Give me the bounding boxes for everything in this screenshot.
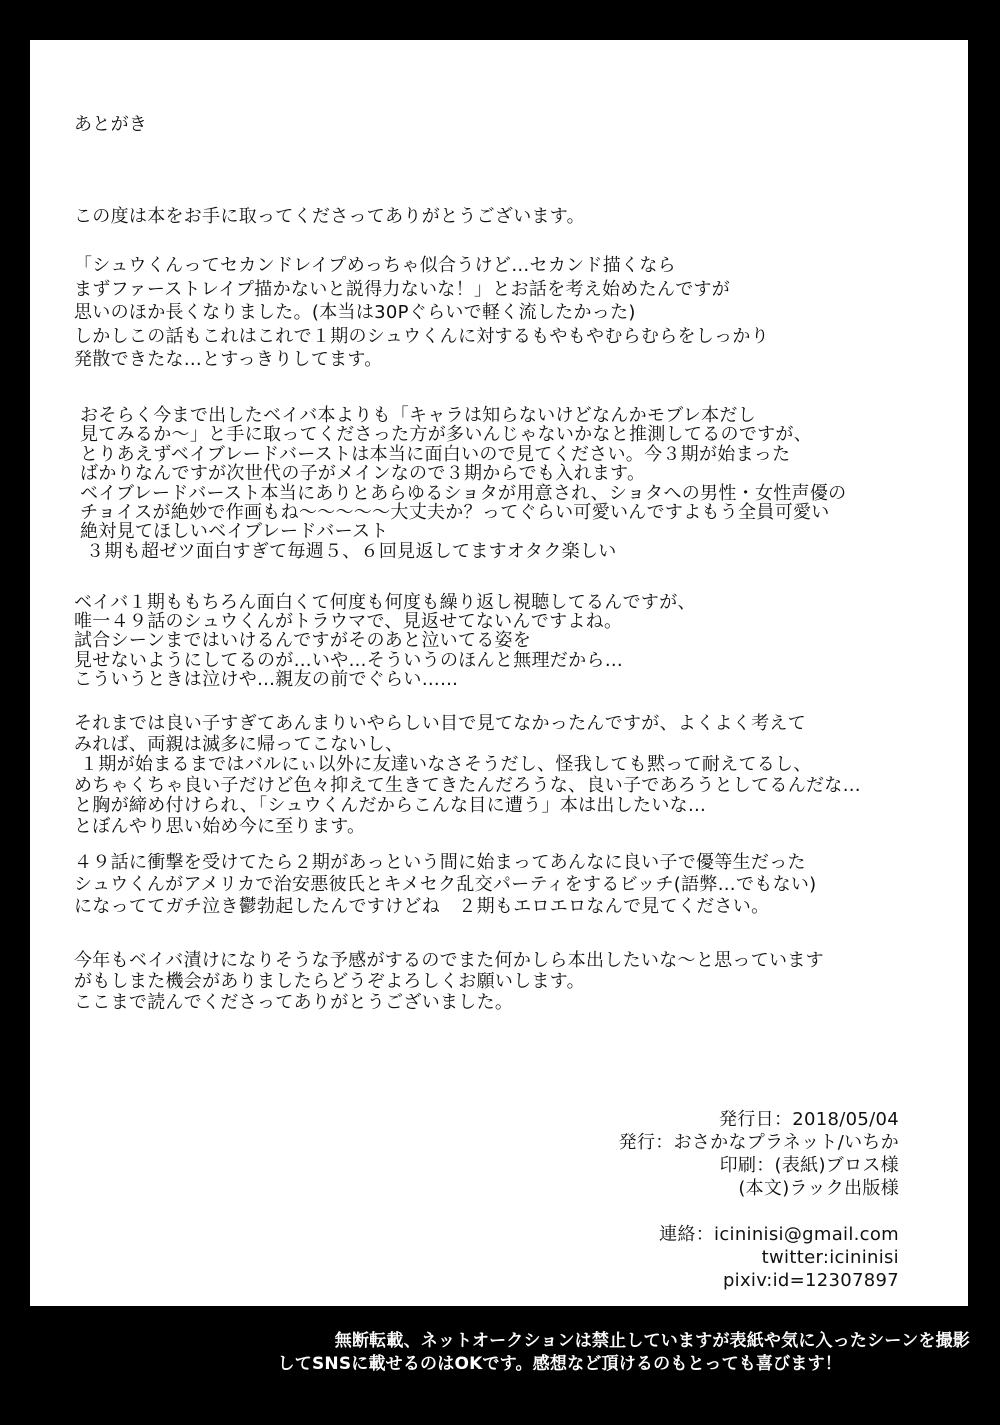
contact-twitter: twitter:icininisi	[761, 1247, 899, 1268]
paragraph-story-origin: 「シュウくんってセカンドレイプめっちゃ似合うけど…セカンド描くなら まずファーストレイプ描かないと説得力ないな！」とお話を考え始めたんですが 思いのほか長くなりました。(本当は30Pぐらいで軽く流したかった) しかしこの話もこれはこれで１期のシュウくんに対するもやもやむらむらをしっかり 発散できたな…とすっきりしてます。	[74, 255, 770, 371]
footer-notice-line-2: してSNSに載せるのはOKです。感想など頂けるのもとっても喜びます！	[277, 1354, 842, 1374]
paragraph-character-thoughts: それまでは良い子すぎてあんまりいやらしい目で見てなかったんですが、よくよく考えて みれば、両親は滅多に帰ってこないし、 １期が始まるまではバルにぃ以外に友達いなさそうだし、怪我しても黙って耐えてるし、 めちゃくちゃ良い子だけど色々抑えて生きてきたんだろうな、良い子であろうとしてるんだな… と胸が締め付けられ、「シュウくんだからこんな目に遭う」本は出したいな… とぼんやり思い始め今に至ります。	[74, 713, 861, 837]
afterword-heading: あとがき	[74, 114, 148, 135]
contact-email: 連絡：icininisi@gmail.com	[659, 1224, 899, 1245]
printing-cover: 印刷：(表紙)ブロス様	[719, 1155, 899, 1176]
paragraph-thanks: この度は本をお手に取ってくださってありがとうございます。	[74, 206, 585, 227]
contact-info	[659, 1223, 899, 1292]
paragraph-season-two: ４９話に衝撃を受けてたら２期があっという間に始まってあんなに良い子で優等生だった シュウくんがアメリカで治安悪彼氏とキメセク乱交パーティをするビッチ(語弊…でもない) になっててガチ泣き鬱勃起したんですけどね ２期もエロエロなんで見てください。	[74, 852, 817, 917]
paragraph-recommendation: おそらく今まで出したベイバ本よりも「キャラは知らないけどなんかモブレ本だし 見てみるか～」と手に取ってくださった方が多いんじゃないかなと推測してるのですが、 とりあえずベイブレードバーストは本当に面白いので見てください。今３期が始まった ばかりなんですが次世代の子がメインなので３期からでも入れます。 ベイブレードバースト本当にありとあらゆるショタが用意され、ショタへの男性・女性声優の チョイスが絶妙で作画もね～～～～～大丈夫か？ってぐらい可愛いんですよもう全員可愛い 絶対見てほしいベイブレードバースト ３期も超ゼツ面白すぎて毎週５、６回見返してますオタク楽しい	[80, 405, 847, 562]
issue-date: 発行日：2018/05/04	[719, 1109, 899, 1130]
paragraph-closing: 今年もベイバ漬けになりそうな予感がするのでまた何かしら本出したいな～と思っています がもしまた機会がありましたらどうぞよろしくお願いします。 ここまで読んでくださってありがとうございました。	[74, 950, 824, 1013]
colophon	[619, 1108, 899, 1200]
contact-pixiv: pixiv:id=12307897	[722, 1270, 899, 1291]
footer-notice	[0, 1330, 970, 1376]
footer-notice-line-1: 無断転載、ネットオークションは禁止していますが表紙や気に入ったシーンを撮影	[334, 1331, 970, 1351]
paragraph-season-one: ベイバ１期ももちろん面白くて何度も何度も繰り返し視聴してるんですが、 唯一４９話のシュウくんがトラウマで、見返せてないんですよね。 試合シーンまではいけるんですがそのあと泣いてる姿を 見せないようにしてるのが…いや…そういうのほんと無理だから… こういうときは泣けや…親友の前でぐらい……	[74, 592, 696, 690]
publisher: 発行：おさかなプラネット/いちか	[618, 1132, 899, 1153]
printing-body: (本文)ラック出版様	[738, 1178, 899, 1199]
afterword-page	[30, 40, 968, 1306]
